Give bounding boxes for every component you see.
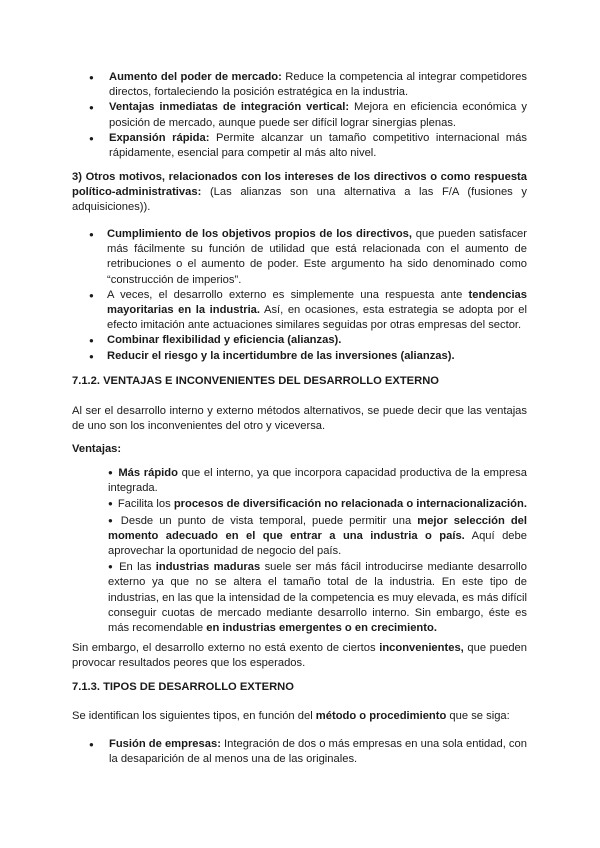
section-heading-713: 7.1.3. TIPOS DE DESARROLLO EXTERNO: [72, 681, 294, 693]
item-text: Mejora en eficiencia económica y posición de mercado, aunque puede ser difícil lograr sinergias plenas.: [109, 101, 527, 129]
paragraph-text: que se siga:: [446, 710, 510, 722]
item-term: mejor selección del momento adecuado en el que entrar a una industria o país.: [108, 514, 528, 542]
item-term: en industrias emergentes o en crecimiento.: [206, 622, 437, 635]
bullet-icon: ●: [108, 515, 116, 525]
ventajas-list: [108, 465, 527, 636]
item-text: Así, en ocasiones, esta estrategia se adopta por el efecto imitación ante actuaciones similares seguidas por otras empresas del sector.: [107, 304, 527, 332]
intro-712-paragraph: Al ser el desarrollo interno y externo métodos alternativos, se puede decir que las ventajas de uno son los inconvenientes del otro y viceversa.: [72, 405, 527, 433]
benefits-list: [85, 70, 527, 161]
item-text: Integración de dos o más empresas en una sola entidad, con la desaparición de al menos una de las originales.: [109, 738, 527, 766]
list-item: [85, 737, 527, 767]
motivos-title: 3) Otros motivos, relacionados con los intereses de los directivos o como respuesta político-administrativas:: [72, 171, 527, 199]
item-term: Expansión rápida:: [109, 131, 210, 144]
item-text: que pueden satisfacer más fácilmente su función de utilidad que está relacionada con el aumento de retribuciones o el aumento de poder. Este argumento ha sido denominado como “construcción de imperios”.: [107, 228, 527, 286]
inconvenientes-paragraph: [72, 641, 527, 671]
list-item: [85, 100, 527, 130]
bullet-icon: ●: [108, 562, 115, 572]
item-term: Combinar flexibilidad y eficiencia (alianzas).: [107, 334, 342, 347]
item-term: Reducir el riesgo y la incertidumbre de las inversiones (alianzas).: [107, 349, 455, 362]
item-term: Más rápido: [118, 467, 178, 479]
tipos-intro-paragraph: [72, 709, 527, 724]
motivos-text: (Las alianzas son una alternativa a las F/A (fusiones y adquisiciones)).: [72, 186, 527, 214]
section-heading-712: 7.1.2. VENTAJAS E INCONVENIENTES DEL DESARROLLO EXTERNO: [72, 375, 439, 387]
item-term: Fusión de empresas:: [109, 738, 221, 750]
list-item: [108, 496, 527, 512]
item-text: Aquí debe aprovechar la oportunidad de negocio del país.: [108, 529, 527, 558]
tipos-list: [85, 737, 527, 767]
item-term: procesos de diversificación no relacionada o internacionalización.: [173, 498, 527, 511]
paragraph-text: Se identifican los siguientes tipos, en función del: [72, 710, 316, 722]
list-item: [85, 131, 527, 161]
list-item: [85, 288, 527, 334]
inconvenientes-term: inconvenientes,: [379, 642, 464, 654]
item-text: Desde un punto de vista temporal, puede permitir una: [120, 514, 418, 527]
item-text: Facilita los: [117, 498, 174, 511]
item-text: En las: [119, 561, 156, 574]
item-text: Reduce la competencia al integrar competidores directos, fortaleciendo la posición estratégica en la industria.: [109, 71, 527, 99]
directivos-list: [85, 227, 527, 364]
list-item: [108, 559, 527, 636]
item-term: Cumplimiento de los objetivos propios de los directivos,: [107, 228, 413, 240]
paragraph-text: Sin embargo, el desarrollo externo no está exento de ciertos: [72, 642, 380, 654]
item-term: tendencias mayoritarias en la industria.: [107, 288, 527, 317]
list-item: [108, 513, 527, 560]
method-term: método o procedimiento: [315, 710, 447, 722]
paragraph-text: que pueden provocar resultados peores que los esperados.: [72, 642, 527, 670]
item-text: suele ser más fácil introducirse mediante desarrollo externo ya que no se altera el tamaño total de la industria. En este tipo de industrias, en las que la intensidad de la competencia es muy elevada, es más difícil conseguir cuotas de mercado mediante desarrollo interno. Sin embargo, éste es más recomendable: [108, 561, 527, 635]
item-text: A veces, el desarrollo externo es simplemente una respuesta ante: [107, 288, 469, 301]
bullet-icon: ●: [108, 499, 113, 509]
ventajas-label: Ventajas:: [72, 443, 122, 455]
list-item: [85, 70, 527, 100]
bullet-icon: ●: [108, 468, 114, 477]
item-text: Permite alcanzar un tamaño competitivo internacional más rápidamente, esencial para competir al más alto nivel.: [109, 131, 527, 160]
list-item: [108, 465, 527, 496]
item-term: Ventajas inmediatas de integración vertical:: [109, 101, 350, 114]
item-term: Aumento del poder de mercado:: [109, 71, 282, 83]
list-item: [85, 227, 527, 288]
list-item: [85, 333, 527, 348]
item-text: que el interno, ya que incorpora capacidad productiva de la empresa integrada.: [108, 467, 527, 495]
item-term: industrias maduras: [155, 561, 261, 574]
list-item: [85, 349, 527, 364]
motivos-paragraph: [72, 170, 527, 216]
